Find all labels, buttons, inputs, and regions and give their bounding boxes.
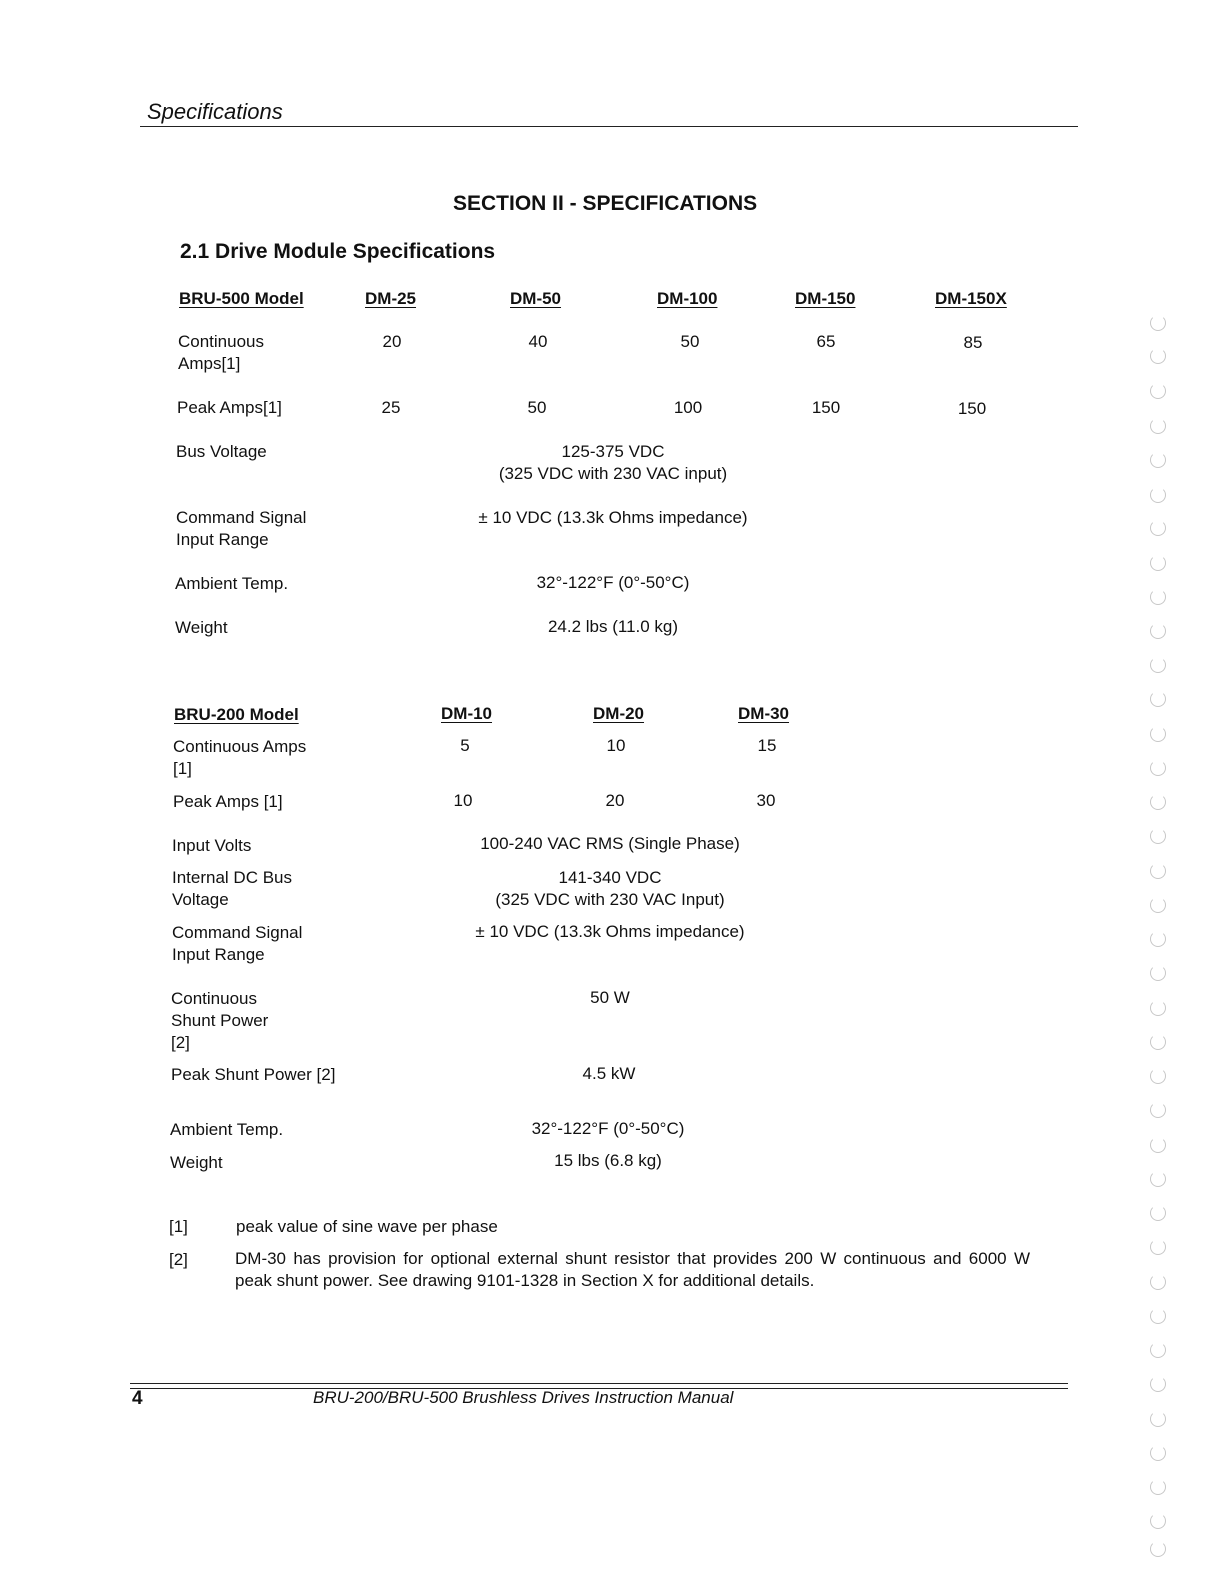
- cell-value: 100-240 VAC RMS (Single Phase): [480, 834, 740, 853]
- row-label: Internal DC Bus Voltage: [172, 868, 292, 909]
- column-header: DM-150X: [935, 289, 1007, 308]
- row-label: Continuous Amps[1]: [178, 332, 265, 373]
- binder-ring-mark: [1150, 452, 1166, 468]
- cell-value: 65: [816, 332, 836, 351]
- cell-value: 10: [606, 736, 626, 755]
- column-header: DM-100: [657, 289, 718, 308]
- row-label: Input Volts: [172, 836, 252, 855]
- binder-ring-mark: [1150, 1205, 1166, 1221]
- binder-ring-mark: [1150, 1137, 1166, 1153]
- binder-ring-mark: [1150, 1445, 1166, 1461]
- cell-value: 100: [673, 398, 703, 417]
- bus-voltage-range: 125-375 VDC: [561, 442, 665, 461]
- binder-ring-mark: [1150, 794, 1166, 810]
- running-header: Specifications: [147, 99, 283, 124]
- cell-value: 4.5 kW: [582, 1064, 636, 1083]
- binder-ring-mark: [1150, 1000, 1166, 1016]
- binder-ring-mark: [1150, 897, 1166, 913]
- bus-voltage-note: (325 VDC with 230 VAC input): [498, 464, 728, 483]
- footer-rule: [130, 1383, 1068, 1384]
- binder-ring-mark: [1150, 965, 1166, 981]
- cell-value: 150: [957, 399, 987, 418]
- bru500-model-header: BRU-500 Model: [179, 289, 304, 308]
- cell-value: 50: [527, 398, 547, 417]
- binder-ring-mark: [1150, 589, 1166, 605]
- binder-ring-mark: [1150, 1308, 1166, 1324]
- header-rule: [140, 126, 1078, 127]
- binder-ring-mark: [1150, 691, 1166, 707]
- footer-manual-title: BRU-200/BRU-500 Brushless Drives Instruction Manual: [313, 1388, 734, 1407]
- cell-value: 20: [605, 791, 625, 810]
- binder-ring-mark: [1150, 383, 1166, 399]
- cell-value: 32°-122°F (0°-50°C): [536, 573, 690, 592]
- column-header: DM-25: [365, 289, 417, 308]
- cell-value: 50: [680, 332, 700, 351]
- row-label: Peak Amps[1]: [177, 398, 282, 417]
- cell-value: ± 10 VDC (13.3k Ohms impedance): [478, 508, 748, 527]
- binder-ring-mark: [1150, 760, 1166, 776]
- footnote-mark: [2]: [169, 1250, 188, 1269]
- dc-bus-range: 141-340 VDC: [558, 868, 662, 887]
- binder-ring-mark: [1150, 1274, 1166, 1290]
- footnote-text: DM-30 has provision for optional external shunt resistor that provides 200 W continuous and 6000 W peak shunt power. See drawing 9101-1328 in Section X for additional details.: [235, 1249, 1030, 1290]
- cell-value: 50 W: [590, 988, 630, 1007]
- binder-ring-mark: [1150, 1376, 1166, 1392]
- binder-ring-mark: [1150, 863, 1166, 879]
- binder-ring-mark: [1150, 1034, 1166, 1050]
- cell-value: 150: [811, 398, 841, 417]
- binder-ring-mark: [1150, 931, 1166, 947]
- cell-value: 40: [528, 332, 548, 351]
- row-label: Peak Amps [1]: [173, 792, 283, 811]
- row-label: Command Signal Input Range: [176, 508, 307, 549]
- cell-value: 25: [381, 398, 401, 417]
- dc-bus-note: (325 VDC with 230 VAC Input): [495, 890, 725, 909]
- binder-ring-mark: [1150, 555, 1166, 571]
- column-header: DM-10: [441, 704, 493, 723]
- binder-ring-mark: [1150, 1239, 1166, 1255]
- binder-ring-mark: [1150, 657, 1166, 673]
- binder-ring-mark: [1150, 1479, 1166, 1495]
- binder-ring-mark: [1150, 1411, 1166, 1427]
- binder-ring-mark: [1150, 726, 1166, 742]
- cell-value: 10: [453, 791, 473, 810]
- row-label: Weight: [175, 618, 228, 637]
- cell-value: 32°-122°F (0°-50°C): [531, 1119, 685, 1138]
- row-label: Bus Voltage: [176, 442, 267, 461]
- binder-ring-mark: [1150, 1068, 1166, 1084]
- cell-value: 20: [382, 332, 402, 351]
- row-label: Continuous Shunt Power [2]: [171, 989, 269, 1052]
- cell-value: 15: [757, 736, 777, 755]
- row-label: Weight: [170, 1153, 223, 1172]
- binder-ring-mark: [1150, 623, 1166, 639]
- binder-ring-mark: [1150, 520, 1166, 536]
- row-label: Continuous Amps [1]: [173, 737, 307, 778]
- cell-value: 85: [963, 333, 983, 352]
- row-label: Ambient Temp.: [170, 1120, 284, 1139]
- column-header: DM-20: [593, 704, 645, 723]
- binder-ring-mark: [1150, 1513, 1166, 1529]
- section-title: SECTION II - SPECIFICATIONS: [453, 192, 758, 215]
- row-label: Command Signal Input Range: [172, 923, 303, 964]
- column-header: DM-30: [738, 704, 790, 723]
- cell-value: ± 10 VDC (13.3k Ohms impedance): [475, 922, 745, 941]
- footnote-mark: [1]: [169, 1217, 188, 1236]
- cell-value: 24.2 lbs (11.0 kg): [547, 617, 679, 636]
- cell-value: 15 lbs (6.8 kg): [554, 1151, 662, 1170]
- binder-ring-mark: [1150, 1342, 1166, 1358]
- subsection-title: 2.1 Drive Module Specifications: [180, 240, 496, 263]
- binder-ring-mark: [1150, 348, 1166, 364]
- binder-ring-mark: [1150, 1541, 1166, 1557]
- column-header: DM-50: [510, 289, 562, 308]
- column-header: DM-150: [795, 289, 856, 308]
- binder-ring-mark: [1150, 315, 1166, 331]
- row-label: Peak Shunt Power [2]: [171, 1065, 336, 1084]
- footnote-text: peak value of sine wave per phase: [236, 1217, 498, 1236]
- bru200-model-header: BRU-200 Model: [174, 705, 299, 724]
- binder-ring-mark: [1150, 487, 1166, 503]
- binder-ring-mark: [1150, 418, 1166, 434]
- page-number: 4: [132, 1388, 143, 1409]
- cell-value: 30: [756, 791, 776, 810]
- row-label: Ambient Temp.: [175, 574, 289, 593]
- binder-ring-mark: [1150, 1171, 1166, 1187]
- cell-value: 5: [460, 736, 470, 755]
- binder-ring-mark: [1150, 1102, 1166, 1118]
- binder-ring-mark: [1150, 828, 1166, 844]
